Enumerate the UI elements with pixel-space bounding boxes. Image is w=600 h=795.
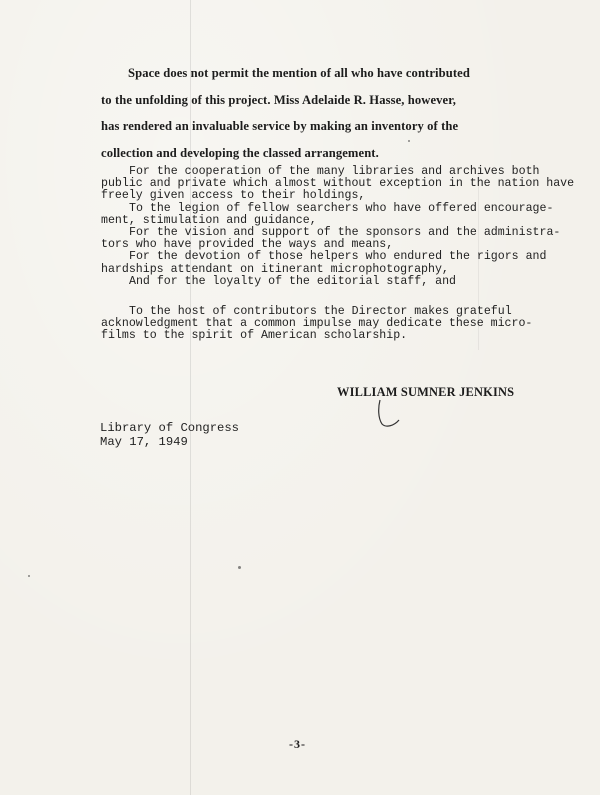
place-date-block [100, 422, 239, 449]
intro-line: Space does not permit the mention of all who have contributed [128, 66, 470, 80]
place-text: Library of Congress [100, 421, 239, 435]
ack-line: And for the loyalty of the editorial staff, and [129, 274, 456, 288]
ack-line: For the cooperation of the many libraries and archives both [129, 165, 540, 178]
date-text: May 17, 1949 [100, 434, 188, 449]
page-number: -3- [289, 737, 306, 751]
scan-speck [238, 566, 241, 569]
ack-line: For the vision and support of the sponsors and the administra- [129, 225, 561, 239]
ack-line: To the legion of fellow searchers who have offered encourage- [129, 201, 554, 215]
intro-line: to the unfolding of this project. Miss Adelaide R. Hasse, however, [101, 92, 457, 107]
ack-line: public and private which almost without exception in the nation have [101, 177, 575, 191]
closing-line: acknowledgment that a common impulse may dedicate these micro- [101, 317, 533, 331]
scan-speck [28, 575, 30, 577]
ack-line: freely given access to their holdings, [101, 189, 366, 203]
ack-line: For the devotion of those helpers who endured the rigors and [129, 250, 547, 264]
intro-line: collection and developing the classed arrangement. [101, 145, 379, 160]
paragraph-gap [101, 288, 531, 306]
closing-line: To the host of contributors the Director makes grateful [129, 304, 512, 318]
ack-line: hardships attendant on itinerant microphotography, [101, 262, 449, 276]
ack-line: tors who have provided the ways and means, [101, 238, 394, 252]
intro-line: has rendered an invaluable service by making an inventory of the [101, 119, 459, 134]
closing-line: films to the spirit of American scholarship. [101, 329, 408, 343]
ack-line: ment, stimulation and guidance, [101, 213, 317, 227]
acknowledgments-block [101, 165, 575, 343]
signature-name: WILLIAM SUMNER JENKINS [337, 385, 515, 399]
signature-mark-icon [372, 398, 406, 430]
intro-paragraph [101, 60, 531, 166]
